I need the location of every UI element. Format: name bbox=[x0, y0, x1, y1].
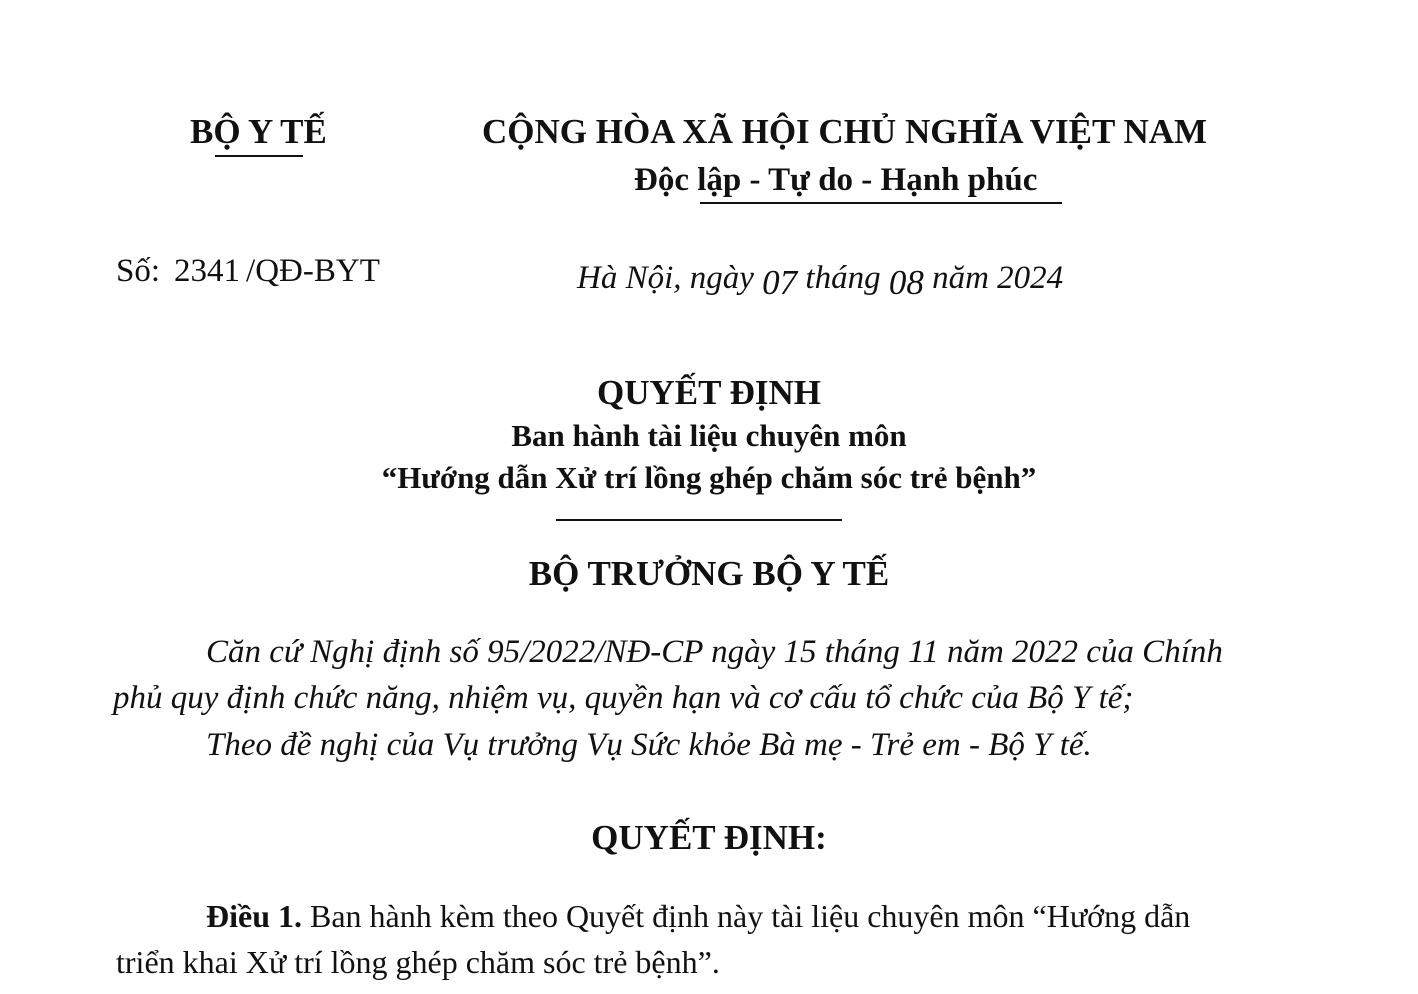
legal-basis-line-3: Theo đề nghị của Vụ trưởng Vụ Sức khỏe Bà mẹ - Trẻ em - Bộ Y tế. bbox=[206, 727, 1092, 763]
article-1-text-1: Ban hành kèm theo Quyết định này tài liệu chuyên môn “Hướng dẫn bbox=[302, 898, 1191, 934]
decision-title: QUYẾT ĐỊNH bbox=[597, 373, 821, 412]
date-place: Hà Nội, ngày bbox=[577, 260, 754, 296]
date-line bbox=[577, 257, 1064, 302]
date-month-label: tháng bbox=[805, 260, 881, 296]
decision-subtitle-1: Ban hành tài liệu chuyên môn bbox=[511, 418, 907, 453]
agency-underline bbox=[215, 155, 303, 157]
motto-underline bbox=[700, 202, 1062, 204]
doc-number-suffix: /QĐ-BYT bbox=[246, 253, 380, 289]
document-number bbox=[116, 253, 380, 290]
national-motto: Độc lập - Tự do - Hạnh phúc bbox=[634, 162, 1038, 198]
title-divider bbox=[556, 519, 842, 521]
date-month: 08 bbox=[888, 263, 924, 302]
date-year: năm 2024 bbox=[932, 260, 1064, 296]
date-day: 07 bbox=[762, 263, 798, 302]
decision-heading: QUYẾT ĐỊNH: bbox=[591, 818, 827, 857]
doc-number-prefix: Số: bbox=[116, 253, 161, 289]
issuer-title: BỘ TRƯỞNG BỘ Y TẾ bbox=[528, 554, 890, 593]
legal-basis-line-1: Căn cứ Nghị định số 95/2022/NĐ-CP ngày 15 tháng 11 năm 2022 của Chính bbox=[206, 634, 1223, 670]
legal-basis-line-2: phủ quy định chức năng, nhiệm vụ, quyền hạn và cơ cấu tổ chức của Bộ Y tế; bbox=[113, 680, 1134, 716]
article-1-label: Điều 1. bbox=[206, 898, 302, 934]
article-1-line-1 bbox=[206, 898, 1190, 935]
decision-subtitle-2: “Hướng dẫn Xử trí lồng ghép chăm sóc trẻ bệnh” bbox=[381, 460, 1037, 495]
nation-title: CỘNG HÒA XÃ HỘI CHỦ NGHĨA VIỆT NAM bbox=[482, 112, 1208, 151]
article-1-line-2: triển khai Xử trí lồng ghép chăm sóc trẻ bệnh”. bbox=[116, 944, 720, 980]
agency-name: BỘ Y TẾ bbox=[190, 112, 327, 151]
doc-number-value: 2341 bbox=[174, 253, 241, 289]
